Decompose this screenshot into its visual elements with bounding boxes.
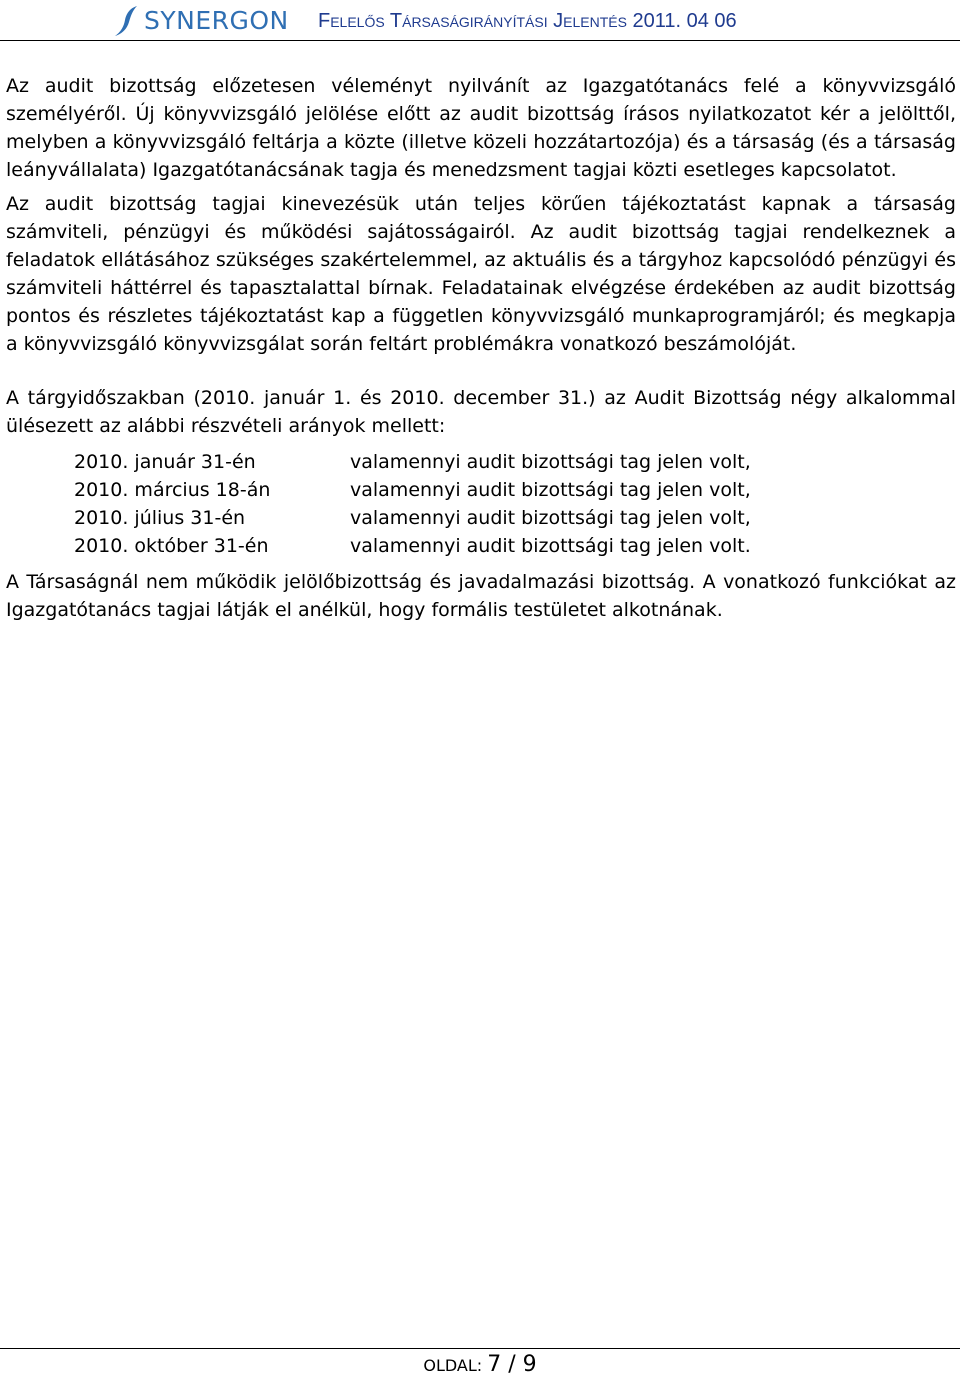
document-body	[6, 72, 956, 624]
footer-rule	[0, 1348, 960, 1349]
list-item	[74, 532, 956, 560]
meeting-date: 2010. október 31-én	[74, 535, 269, 557]
meeting-date: 2010. július 31-én	[74, 507, 246, 529]
meeting-note: valamennyi audit bizottsági tag jelen volt.	[350, 535, 751, 557]
logo-wordmark: SYNERGON	[144, 6, 289, 35]
meeting-note: valamennyi audit bizottsági tag jelen volt,	[350, 507, 751, 529]
synergon-logo	[112, 4, 289, 38]
meeting-list	[74, 448, 956, 560]
page-header	[0, 0, 960, 41]
meeting-note: valamennyi audit bizottsági tag jelen volt,	[350, 479, 751, 501]
page-value: 7 / 9	[487, 1352, 537, 1377]
paragraph: Az audit bizottság előzetesen véleményt nyilvánít az Igazgatótanács felé a könyvvizsgáló személyéről. Új könyvvizsgáló jelölése előtt az audit bizottság írásos nyilatkozatot kér a jelölttől, melyben a könyvvizsgáló feltárja a közte (illetve közeli hozzátartozója) és a társaság (és a társaság leányvállalata) Igazgatótanácsának tagja és menedzsment tagjai közti esetleges kapcsolatot.	[6, 75, 956, 181]
page-number	[0, 1352, 960, 1377]
paragraph: Az audit bizottság tagjai kinevezésük után teljes körűen tájékoztatást kapnak a társaság számviteli, pénzügyi és működési sajátosságairól. Az audit bizottság tagjai rendelkeznek a feladatok ellátásához szükséges szakértelemmel, az aktuális és a tárgyhoz kapcsolódó pénzügyi és számviteli háttérrel és tapasztalattal bírnak. Feladatainak elvégzése érdekében az audit bizottság pontos és részletes tájékoztatást kap a független könyvvizsgáló munkaprogramjáról; és megkapja a könyvvizsgáló könyvvizsgálat során feltárt problémákra vonatkozó beszámolóját.	[6, 193, 956, 355]
page-label: OLDAL:	[423, 1356, 483, 1375]
meeting-note: valamennyi audit bizottsági tag jelen volt,	[350, 451, 751, 473]
meeting-date: 2010. március 18-án	[74, 479, 271, 501]
list-item	[74, 504, 956, 532]
meeting-date: 2010. január 31-én	[74, 451, 256, 473]
list-item	[74, 476, 956, 504]
swoosh-logo-icon	[112, 4, 142, 38]
report-title: Felelős Társaságirányítási Jelentés 2011. 04 06	[318, 10, 737, 32]
paragraph: A Társaságnál nem működik jelölőbizottság és javadalmazási bizottság. A vonatkozó funkciókat az Igazgatótanács tagjai látják el anélkül, hogy formális testületet alkotnának.	[6, 571, 956, 621]
paragraph: A tárgyidőszakban (2010. január 1. és 2010. december 31.) az Audit Bizottság négy alkalommal ülésezett az alábbi részvételi arányok mellett:	[6, 387, 956, 437]
list-item	[74, 448, 956, 476]
